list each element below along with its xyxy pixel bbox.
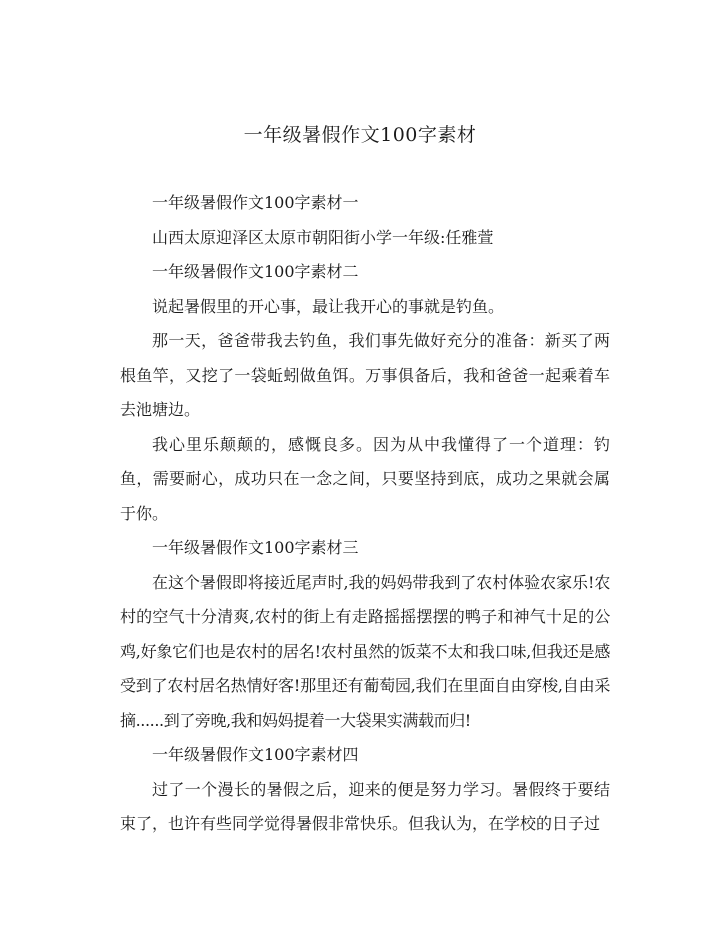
section-heading-3: 一年级暑假作文100字素材三 <box>152 538 359 557</box>
section-heading-4: 一年级暑假作文100字素材四 <box>152 745 359 764</box>
paragraph: 过了一个漫长的暑假之后，迎来的便是努力学习。暑假终于要结束了，也许有些同学觉得暑假非常快乐。但我认为，在学校的日子过 <box>120 779 610 833</box>
document-body <box>120 186 610 842</box>
author-line: 山西太原迎泽区太原市朝阳街小学一年级:任雅萱 <box>152 227 494 247</box>
paragraph: 在这个暑假即将接近尾声时,我的妈妈带我到了农村体验农家乐!农村的空气十分清爽,农村的街上有走路摇摇摆摆的鸭子和神气十足的公鸡,好象它们也是农村的居名!农村虽然的饭菜不太和我口味,但我还是感受到了农村居名热情好客!那里还有葡萄园,我们在里面自由穿梭,自由采摘......到了旁晚,我和妈妈提着一大袋果实满载而归! <box>120 572 610 730</box>
paragraph: 说起暑假里的开心事，最让我开心的事就是钓鱼。 <box>152 296 505 316</box>
section-heading-1: 一年级暑假作文100字素材一 <box>152 193 359 212</box>
paragraph: 我心里乐颠颠的，感慨良多。因为从中我懂得了一个道理：钓鱼，需要耐心，成功只在一念之间，只要坚持到底，成功之果就会属于你。 <box>120 434 610 523</box>
section-heading-2: 一年级暑假作文100字素材二 <box>152 262 359 281</box>
paragraph: 那一天，爸爸带我去钓鱼，我们事先做好充分的准备：新买了两根鱼竿，又挖了一袋蚯蚓做鱼饵。万事俱备后，我和爸爸一起乘着车去池塘边。 <box>120 331 610 419</box>
document-title: 一年级暑假作文100字素材 <box>243 124 477 146</box>
